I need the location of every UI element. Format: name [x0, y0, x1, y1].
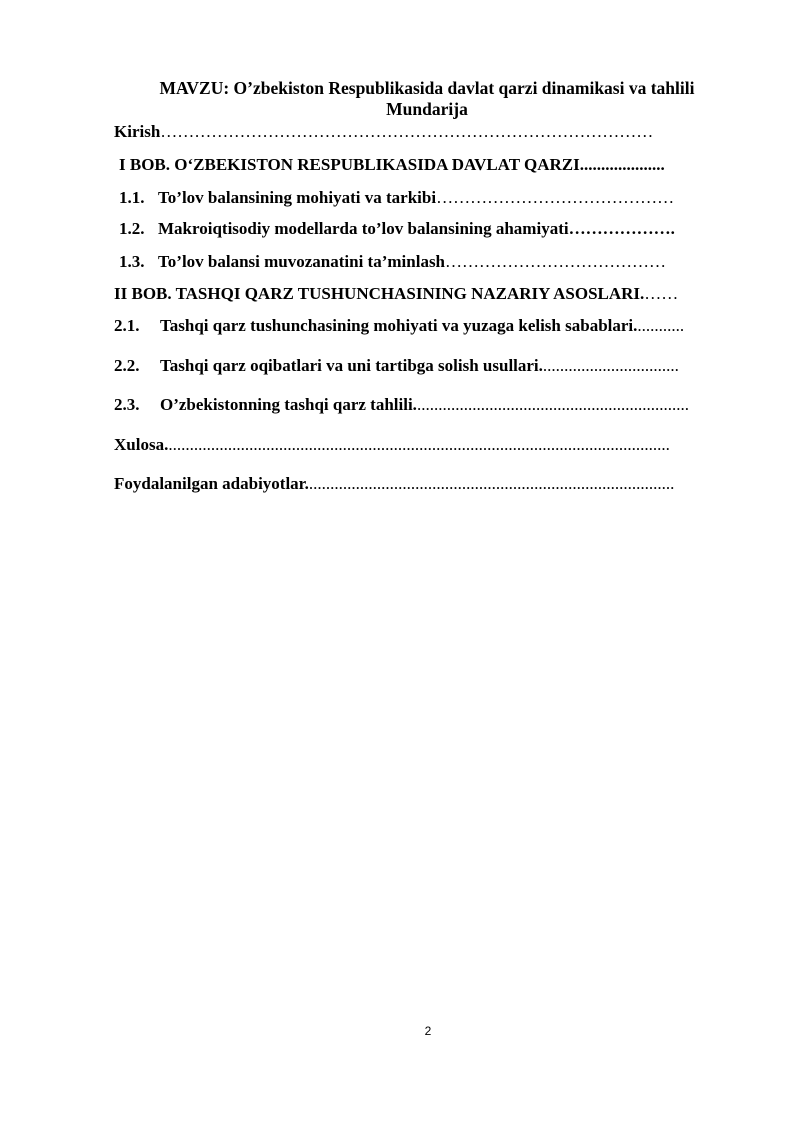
toc-entry-2-3: [114, 395, 744, 415]
toc-entry-number: 1.1.: [119, 188, 145, 207]
toc-entry-text: To’lov balansi muvozanatini ta’minlash: [158, 252, 446, 271]
toc-entry-number: 1.3.: [119, 252, 145, 271]
toc-entry-leader: ……………….: [568, 219, 675, 238]
toc-entry-2-2: [114, 356, 744, 376]
toc-entry-leader: ......................................................................................: [308, 474, 675, 493]
toc-entry-chapter-1: [119, 155, 731, 175]
toc-heading: Mundarija: [386, 99, 468, 119]
toc-entry-number: 1.2.: [119, 219, 145, 238]
toc-entry-text: Foydalanilgan adabiyotlar.: [114, 474, 309, 493]
toc-entry-text: Kirish: [114, 122, 161, 141]
toc-entry-leader: ...........: [637, 316, 685, 335]
toc-entry-leader: ................................................................: [416, 395, 689, 414]
page-number: 2: [424, 1024, 432, 1038]
toc-entry-text: Xulosa.: [114, 435, 169, 454]
toc-entry-text: II BOB. TASHQI QARZ TUSHUNCHASINING NAZARIY ASOSLARI.: [114, 284, 645, 303]
toc-entry-references: [114, 474, 744, 494]
document-title: MAVZU: O’zbekiston Respublikasida davlat qarzi dinamikasi va tahlili: [159, 78, 695, 98]
toc-entry-text: Makroiqtisodiy modellarda to’lov balansining ahamiyati: [158, 219, 569, 238]
toc-entry-leader: ....................: [579, 155, 665, 174]
toc-entry-text: O’zbekistonning tashqi qarz tahlili.: [160, 395, 417, 414]
toc-entry-number: 2.1.: [114, 316, 140, 335]
toc-entry-kirish: [114, 122, 744, 142]
toc-entry-text: To’lov balansining mohiyati va tarkibi: [158, 188, 437, 207]
toc-entry-chapter-2: [114, 284, 744, 304]
toc-entry-leader: ……………………………………………………………………………: [160, 122, 654, 141]
toc-entry-leader: ……………………………………: [436, 188, 675, 207]
toc-entry-leader: …………………………………: [445, 252, 667, 271]
toc-entry-1-1: [119, 188, 731, 208]
toc-entry-leader: ................................: [542, 356, 679, 375]
toc-entry-1-2: [119, 219, 731, 239]
toc-entry-2-1: [114, 316, 744, 336]
toc-entry-text: I BOB. O‘ZBEKISTON RESPUBLIKASIDA DAVLAT QARZI: [119, 155, 580, 174]
toc-entry-text: Tashqi qarz tushunchasining mohiyati va yuzaga kelish sabablari.: [160, 316, 638, 335]
toc-entry-text: Tashqi qarz oqibatlari va uni tartibga solish usullari.: [160, 356, 543, 375]
toc-entry-xulosa: [114, 435, 744, 455]
toc-entry-number: 2.3.: [114, 395, 140, 414]
toc-entry-leader: ……: [644, 284, 679, 303]
toc-entry-1-3: [119, 252, 731, 272]
toc-entry-leader: ......................................................................................................................: [168, 435, 670, 454]
toc-entry-number: 2.2.: [114, 356, 140, 375]
